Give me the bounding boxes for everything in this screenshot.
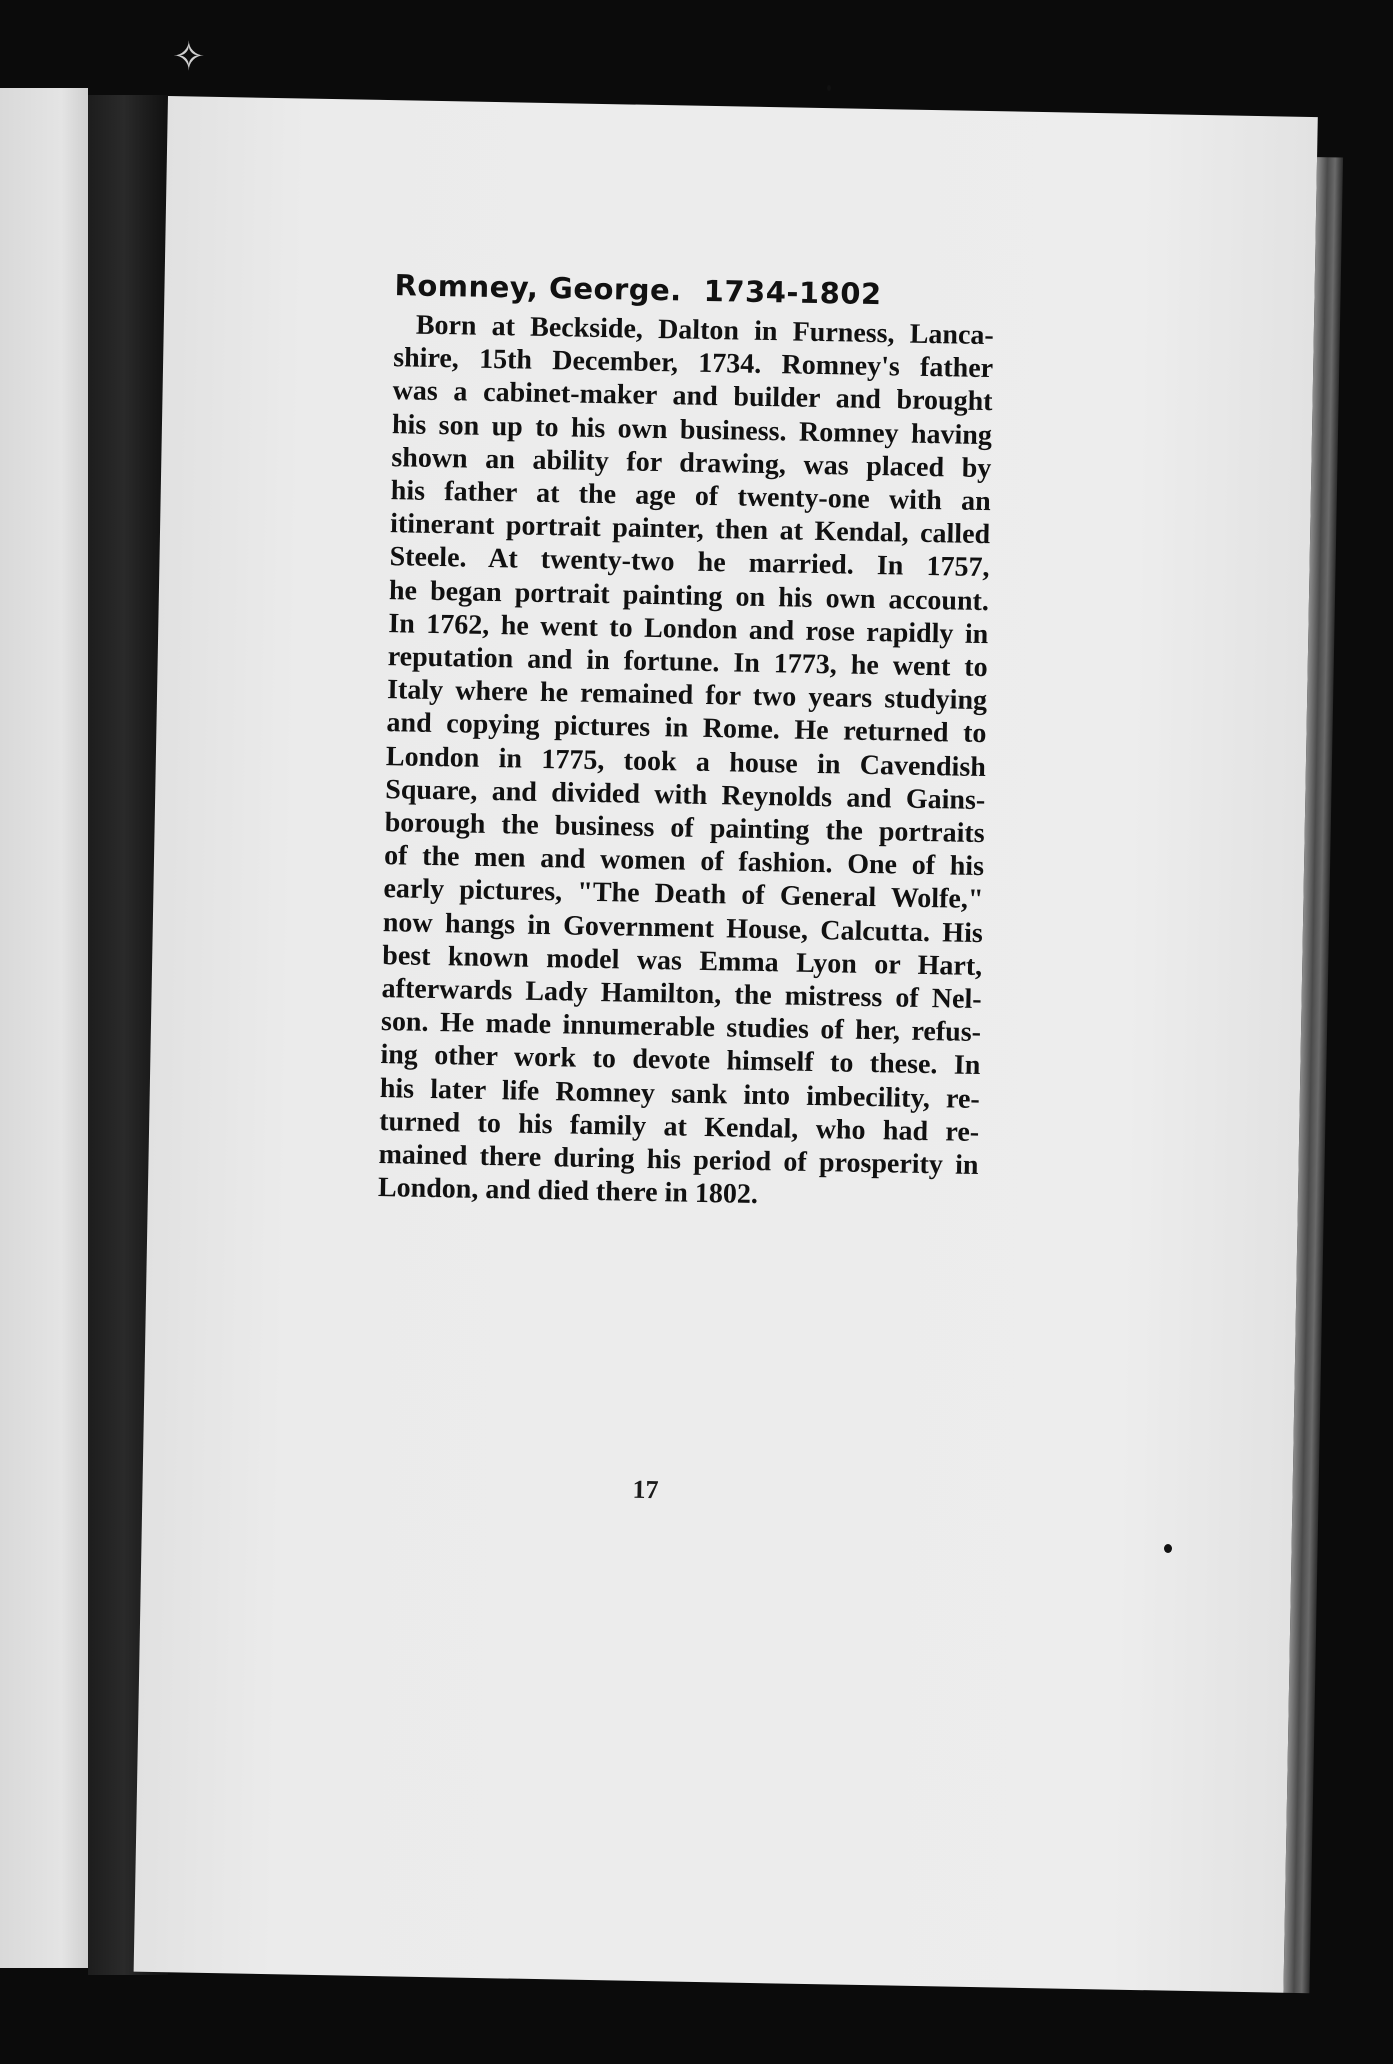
- body-line: and copying pictures in Rome. He returned to: [386, 707, 987, 750]
- entry-heading: [394, 268, 995, 313]
- body-line: Born at Beckside, Dalton in Furness, Lanca-: [415, 309, 995, 352]
- body-line: shire, 15th December, 1734. Romney's father: [392, 342, 994, 385]
- body-line: was a cabinet-maker and builder and brought: [392, 375, 993, 418]
- biography-entry: [378, 268, 995, 1215]
- page-number: 17: [632, 1474, 659, 1505]
- right-page-container: [134, 96, 1340, 1993]
- body-line: his father at the age of twenty-one with an: [390, 475, 991, 518]
- body-line: early pictures, "The Death of General Wolfe,": [383, 873, 984, 916]
- body-line: his later life Romney sank into imbecility, re-: [379, 1072, 981, 1115]
- body-line: itinerant portrait painter, then at Kendal, called: [389, 508, 991, 551]
- body-line: reputation and in fortune. In 1773, he went to: [387, 641, 988, 684]
- body-line: borough the business of painting the portraits: [384, 807, 985, 850]
- body-line: ing other work to devote himself to these. In: [380, 1039, 981, 1082]
- body-line: of the men and women of fashion. One of his: [383, 840, 985, 883]
- body-line: mained there during his period of prosperity in: [378, 1139, 979, 1182]
- ink-speck: [1164, 1544, 1172, 1553]
- body-line: turned to his family at Kendal, who had re-: [378, 1105, 980, 1148]
- body-line: In 1762, he went to London and rose rapidly in: [388, 607, 989, 650]
- body-line: his son up to his own business. Romney having: [391, 408, 993, 451]
- left-page-edge: [0, 88, 88, 1968]
- body-line: he began portrait painting on his own account.: [388, 574, 990, 617]
- body-line: London in 1775, took a house in Cavendish: [385, 740, 987, 783]
- body-line: shown an ability for drawing, was placed by: [391, 441, 992, 484]
- book-page: [134, 96, 1318, 1993]
- entry-body: [378, 308, 994, 1215]
- body-line: Italy where he remained for two years studying: [386, 674, 988, 717]
- body-line: now hangs in Government House, Calcutta. His: [382, 906, 984, 949]
- ink-speck: [827, 85, 831, 91]
- entry-heading-name: Romney, George.: [394, 268, 683, 308]
- entry-heading-dates: 1734-1802: [703, 273, 882, 312]
- body-line: son. He made innumerable studies of her, refus-: [380, 1006, 982, 1049]
- body-line: London, and died there in 1802.: [377, 1172, 759, 1211]
- body-line: afterwards Lady Hamilton, the mistress of Nel-: [381, 973, 982, 1016]
- body-line: Square, and divided with Reynolds and Gains-: [385, 773, 986, 816]
- body-line: Steele. At twenty-two he married. In 1757,: [389, 541, 990, 584]
- body-line: best known model was Emma Lyon or Hart,: [382, 939, 983, 982]
- scan-artifact-mark: ✧: [172, 34, 206, 80]
